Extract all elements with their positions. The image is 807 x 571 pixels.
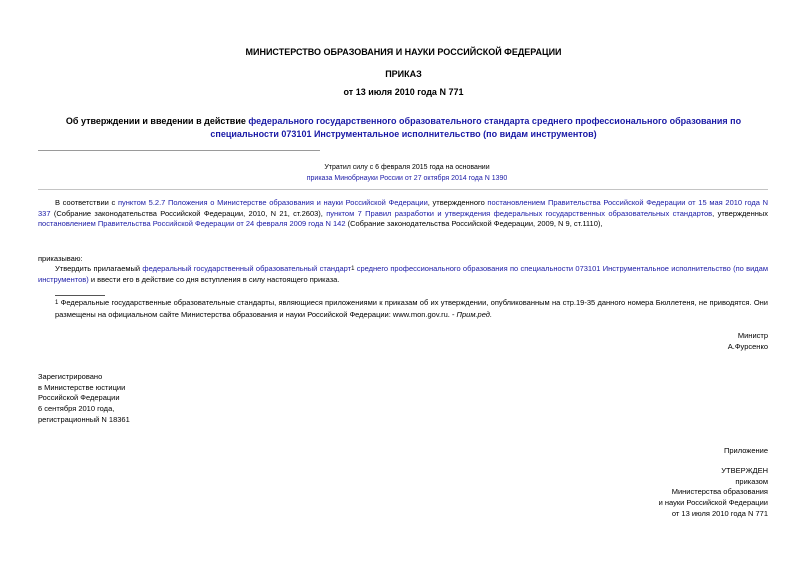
basis-text: , утвержденных xyxy=(712,208,768,218)
footnote-text: Федеральные государственные образовательные стандарты, являющиеся приложениями к приказам об их утверждении, опубликованным на стр.19-35 данного номера Бюллетеня, не приводятся. Они размещены на официальном сайте Министерства образования и науки Российской Федерации: www.mon.gov.ru. - xyxy=(55,298,768,319)
approved-line: от 13 июля 2010 года N 771 xyxy=(671,508,768,518)
expired-notice xyxy=(240,163,574,185)
appendix-label: Приложение xyxy=(724,446,768,455)
approved-line: и науки Российской Федерации xyxy=(658,497,768,507)
approve-text: и ввести его в действие со дня вступления в силу настоящего приказа. xyxy=(88,274,340,284)
rules-link[interactable]: пунктом 7 Правил разработки и утверждения федеральных государственных образовательных стандартов xyxy=(326,208,713,218)
expired-text: Утратил силу с 6 февраля 2015 года на основании xyxy=(324,164,490,171)
basis-paragraph xyxy=(38,198,768,230)
footnote-divider xyxy=(55,295,105,296)
regulation-link[interactable]: пунктом 5.2.7 Положения о Министерстве образования и науки Российской Федерации xyxy=(117,198,428,207)
basis-text: (Собрание законодательства Российской Федерации, 2010, N 21, ст.2603), xyxy=(50,208,327,218)
basis-text: В соответствии с xyxy=(55,198,118,207)
order-date: от 13 июля 2010 года N 771 xyxy=(343,87,464,97)
minister-signature xyxy=(728,331,768,352)
approve-paragraph xyxy=(38,264,768,285)
minister-role: Министр xyxy=(737,331,768,340)
registration-line: Зарегистрировано xyxy=(38,372,103,381)
decree-142-link[interactable]: постановлением Правительства Российской Федерации от 24 февраля 2009 года N 142 xyxy=(38,219,346,229)
expired-order-link[interactable]: приказа Минобрнауки России от 27 октября 2014 года N 1390 xyxy=(306,174,508,182)
orders-label: приказываю: xyxy=(38,254,83,263)
approved-block xyxy=(659,466,768,519)
order-heading: ПРИКАЗ xyxy=(385,69,422,79)
approved-line: УТВЕРЖДЕН xyxy=(721,466,768,475)
footnote-marker: 1 xyxy=(351,266,355,272)
registration-line: регистрационный N 18361 xyxy=(38,414,130,424)
ministry-heading: МИНИСТЕРСТВО ОБРАЗОВАНИЯ И НАУКИ РОССИЙСКОЙ ФЕДЕРАЦИИ xyxy=(245,47,562,57)
registration-line: в Министерстве юстиции xyxy=(38,382,126,392)
standard-link[interactable]: федеральный государственный образовательный стандарт xyxy=(142,264,352,273)
decree-337-link[interactable]: постановлением Правительства Российской Федерации от 15 мая 2010 года N 337 xyxy=(38,198,768,218)
minister-name: А.Фурсенко xyxy=(727,341,768,351)
standard-link-continued[interactable]: среднего профессионального образования по специальности 073101 Инструментальное исполнительство (по видам инструментов) xyxy=(38,264,768,284)
notice-divider xyxy=(38,189,768,190)
editor-note: Прим.ред. xyxy=(456,309,493,319)
approved-line: приказом xyxy=(735,476,768,486)
basis-text: , утвержденного xyxy=(427,198,488,207)
registration-line: 6 сентября 2010 года, xyxy=(38,403,115,413)
approve-text: Утвердить прилагаемый xyxy=(55,264,143,273)
top-divider xyxy=(38,150,320,151)
footnote-number: 1 xyxy=(55,300,59,306)
footnote xyxy=(55,297,768,320)
title-prefix: Об утверждении и введении в действие xyxy=(65,116,249,126)
title-standard-link[interactable]: федерального государственного образовательного стандарта среднего профессионального образования по специальности 073101 Инструментальное исполнительство (по видам инструментов) xyxy=(210,116,742,139)
registration-block xyxy=(38,372,130,425)
approved-line: Министерства образования xyxy=(671,487,768,497)
registration-line: Российской Федерации xyxy=(38,393,120,403)
document-title xyxy=(60,115,747,140)
basis-text: (Собрание законодательства Российской Федерации, 2009, N 9, ст.1110), xyxy=(345,219,603,229)
